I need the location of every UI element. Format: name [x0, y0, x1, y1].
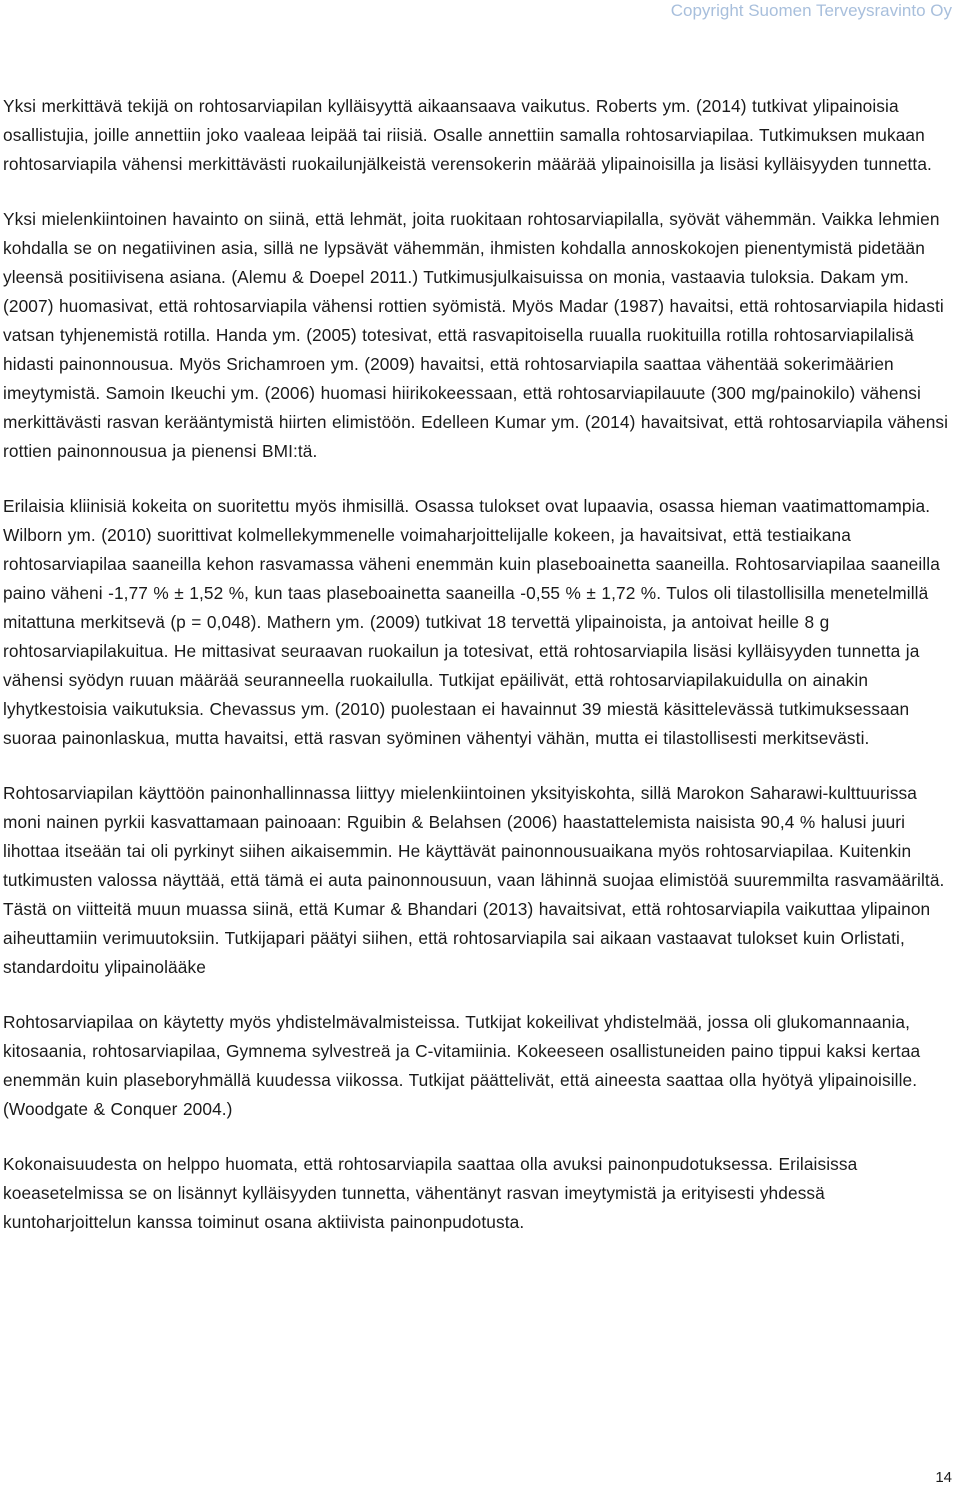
paragraph-roberts: Yksi merkittävä tekijä on rohtosarviapilan kylläisyyttä aikaansaava vaikutus. Roberts ym. (2014) tutkivat ylipainoisia osallistujia, joille annettiin joko vaaleaa leipää tai riisiä. Osalle annettiin samalla rohtosarviapilaa. Tutkimuksen mukaan rohtosarviapila vähensi merkittävästi ruokailunjälkeistä verensokerin määrää ylipainoisilla ja lisäsi kylläisyyden tunnetta. [3, 96, 932, 174]
paragraph-yhteenveto: Kokonaisuudesta on helppo huomata, että rohtosarviapila saattaa olla avuksi painonpudotuksessa. Erilaisissa koeasetelmissa se on lisännyt kylläisyyden tunnetta, vähentänyt rasvan imeytymistä ja erityisesti yhdessä kuntoharjoittelun kanssa toiminut osana aktiivista painonpudotusta. [3, 1154, 858, 1232]
paragraph-saharawi: Rohtosarviapilan käyttöön painonhallinnassa liittyy mielenkiintoinen yksityiskohta, sillä Marokon Saharawi-kulttuurissa moni nainen pyrkii kasvattamaan painoaan: Rguibin & Belahsen (2006) haastattelemista naisista 90,4 % halusi juuri lihottaa itseään tai oli pyrkinyt siihen aikaisemmin. He käyttävät painonnousuaikana myös rohtosarviapilaa. Kuitenkin tutkimusten valossa näyttää, että tämä ei auta painonnousuun, vaan lähinnä suojaa elimistöä suuremmilta rasvamääriltä. Tästä on viitteitä muun muassa siinä, että Kumar & Bhandari (2013) havaitsivat, että rohtosarviapila vaikuttaa ylipainon aiheuttamiin verimuutoksiin. Tutkijapari päätyi siihen, että rohtosarviapila sai aikaan vastaavat tulokset kuin Orlistati, standardoitu ylipainolääke [3, 783, 945, 977]
copyright-header: Copyright Suomen Terveysravinto Oy [670, 1, 952, 20]
page-number: 14 [935, 1469, 952, 1486]
paragraph-yhdistelmavalmisteet: Rohtosarviapilaa on käytetty myös yhdistelmävalmisteissa. Tutkijat kokeilivat yhdistelmää, jossa oli glukomannaania, kitosaania, rohtosarviapilaa, Gymnema sylvestreä ja C-vitamiinia. Kokeeseen osallistuneiden paino tippui kaksi kertaa enemmän kuin plaseboryhmällä kuudessa viikossa. Tutkijat päättelivät, että aineesta saattaa olla hyötyä ylipainoisille. (Woodgate & Conquer 2004.) [3, 1012, 921, 1119]
document-body [3, 92, 955, 1237]
paragraph-kliiniset-kokeet: Erilaisia kliinisiä kokeita on suoritettu myös ihmisillä. Osassa tulokset ovat lupaavia, osassa hieman vaatimattomampia. Wilborn ym. (2010) suorittivat kolmellekymmenelle voimaharjoittelijalle kokeen, ja havaitsivat, että testiaikana rohtosarviapilaa saaneilla kehon rasvamassa väheni enemmän kuin plaseboainetta saaneilla. Rohtosarviapilaa saaneilla paino väheni -1,77 % ± 1,52 %, kun taas plaseboainetta saaneilla -0,55 % ± 1,72 %. Tulos oli tilastollisilla menetelmillä mitattuna merkitsevä (p = 0,048). Mathern ym. (2009) tutkivat 18 tervettä ylipainoista, ja antoivat heille 8 g rohtosarviapilakuitua. He mittasivat seuraavan ruokailun ja totesivat, että rohtosarviapila lisäsi kylläisyyden tunnetta ja vähensi syödyn ruuan määrää seuranneella ruokailulla. Tutkijat epäilivät, että rohtosarviapilakuidulla on ainakin lyhytkestoisia vaikutuksia. Chevassus ym. (2010) puolestaan ei havainnut 39 miestä käsittelevässä tutkimuksessaan suoraa painonlaskua, mutta havaitsi, että rasvan syöminen vähentyi vähän, mutta ei tilastollisesti merkitsevästi. [3, 496, 940, 748]
paragraph-lehmat: Yksi mielenkiintoinen havainto on siinä, että lehmät, joita ruokitaan rohtosarviapilalla, syövät vähemmän. Vaikka lehmien kohdalla se on negatiivinen asia, sillä ne lypsävät vähemmän, ihmisten kohdalla annoskokojen pienentymistä pidetään yleensä positiivisena asiana. (Alemu & Doepel 2011.) Tutkimusjulkaisuissa on monia, vastaavia tuloksia. Dakam ym. (2007) huomasivat, että rohtosarviapila vähensi rottien syömistä. Myös Madar (1987) havaitsi, että rohtosarviapila hidasti vatsan tyhjenemistä rotilla. Handa ym. (2005) totesivat, että rasvapitoisella ruualla ruokituilla rotilla rohtosarviapilalisä hidasti painonnousua. Myös Srichamroen ym. (2009) havaitsi, että rohtosarviapila saattaa vähentää sokerimäärien imeytymistä. Samoin Ikeuchi ym. (2006) huomasi hiirikokeessaan, että rohtosarviapilauute (300 mg/painokilo) vähensi merkittävästi rasvan kerääntymistä hiirten elimistöön. Edelleen Kumar ym. (2014) havaitsivat, että rohtosarviapila vähensi rottien painonnousua ja pienensi BMI:tä. [3, 209, 949, 461]
